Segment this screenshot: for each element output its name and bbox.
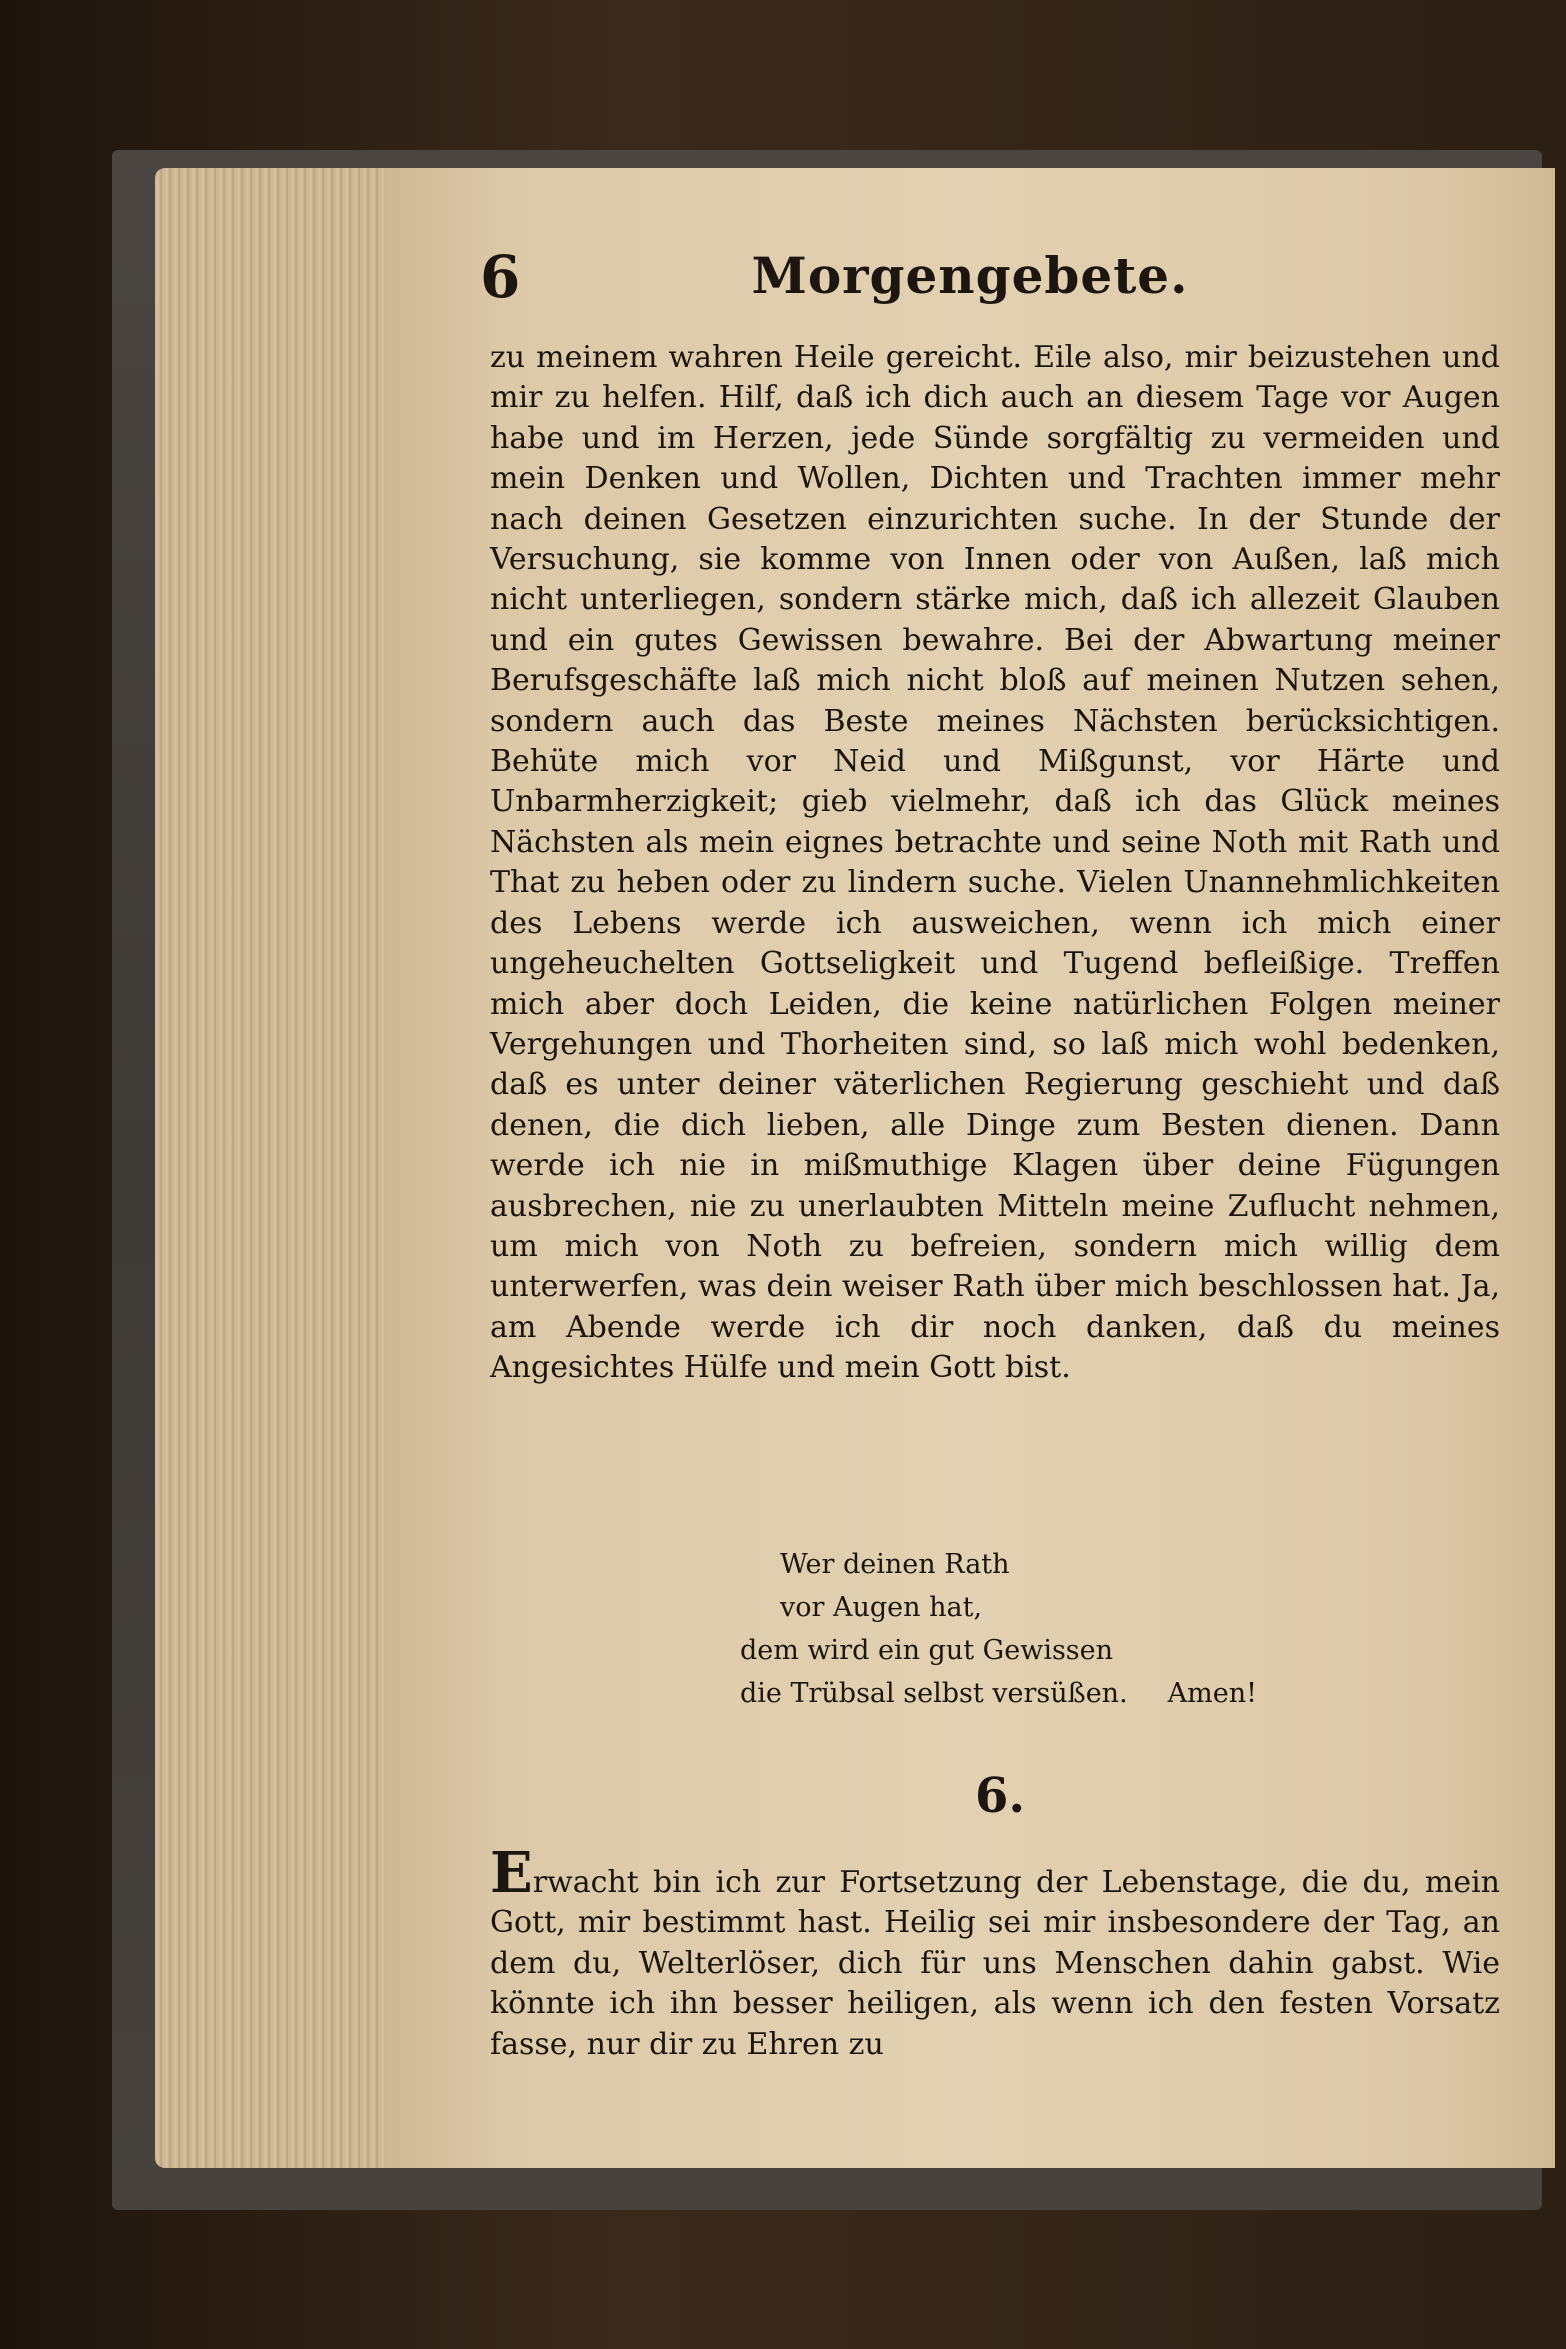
- drop-cap: E: [490, 1840, 533, 1906]
- book-page: [385, 168, 1555, 2168]
- prayer-body-text: zu meinem wahren Heile gereicht. Eile also, mir beizustehen und mir zu helfen. Hilf, daß ich dich auch an diesem Tage vor Augen habe und im Herzen, jede Sünde sorgfältig zu vermeiden und mein Denken und Wollen, Dichten und Trachten immer mehr nach deinen Gesetzen einzurichten suche. In der Stunde der Versuchung, sie komme von Innen oder von Außen, laß mich nicht unterliegen, sondern stärke mich, daß ich allezeit Glauben und ein gutes Gewissen bewahre. Bei der Abwartung meiner Berufsgeschäfte laß mich nicht bloß auf meinen Nutzen sehen, sondern auch das Beste meines Nächsten berücksichtigen. Behüte mich vor Neid und Mißgunst, vor Härte und Unbarmherzigkeit; gieb vielmehr, daß ich das Glück meines Nächsten als mein eignes betrachte und seine Noth mit Rath und That zu heben oder zu lindern suche. Vielen Unannehmlichkeiten des Lebens werde ich ausweichen, wenn ich mich einer ungeheuchelten Gottseligkeit und Tugend befleißige. Treffen mich aber doch Leiden, die keine natürlichen Folgen meiner Vergehungen und Thorheiten sind, so laß mich wohl bedenken, daß es unter deiner väterlichen Regierung geschieht und daß denen, die dich lieben, alle Dinge zum Besten dienen. Dann werde ich nie in mißmuthige Klagen über deine Fügungen ausbrechen, nie zu unerlaubten Mitteln meine Zuflucht nehmen, um mich von Noth zu befreien, sondern mich willig dem unterwerfen, was dein weiser Rath über mich beschlossen hat. Ja, am Abende werde ich dir noch danken, daß du meines Angesichtes Hülfe und mein Gott bist.: [490, 340, 1500, 1386]
- page-edges: [155, 168, 395, 2168]
- running-head: Morgengebete.: [751, 246, 1189, 305]
- motto-line: dem wird ein gut Gewissen: [740, 1635, 1114, 1666]
- amen-text: Amen!: [1167, 1678, 1257, 1709]
- motto-verse: [545, 1543, 1305, 1715]
- section-body: rwacht bin ich zur Fortsetzung der Lebenstage, die du, mein Gott, mir bestimmt hast. Heilig sei mir insbesondere der Tag, an dem du, Welterlöser, dich für uns Menschen dahin gabst. Wie könnte ich ihn besser heiligen, als wenn ich den festen Vorsatz fasse, nur dir zu Ehren zu: [490, 1865, 1500, 2062]
- motto-line-last: [545, 1672, 1305, 1715]
- motto-line: die Trübsal selbst versüßen.: [740, 1678, 1128, 1709]
- page-number: 6: [480, 243, 521, 311]
- motto-line: Wer deinen Rath: [780, 1549, 1010, 1580]
- section-number: 6.: [974, 1768, 1026, 1824]
- section-text: [490, 1840, 1500, 2065]
- motto-line: vor Augen hat,: [780, 1592, 983, 1623]
